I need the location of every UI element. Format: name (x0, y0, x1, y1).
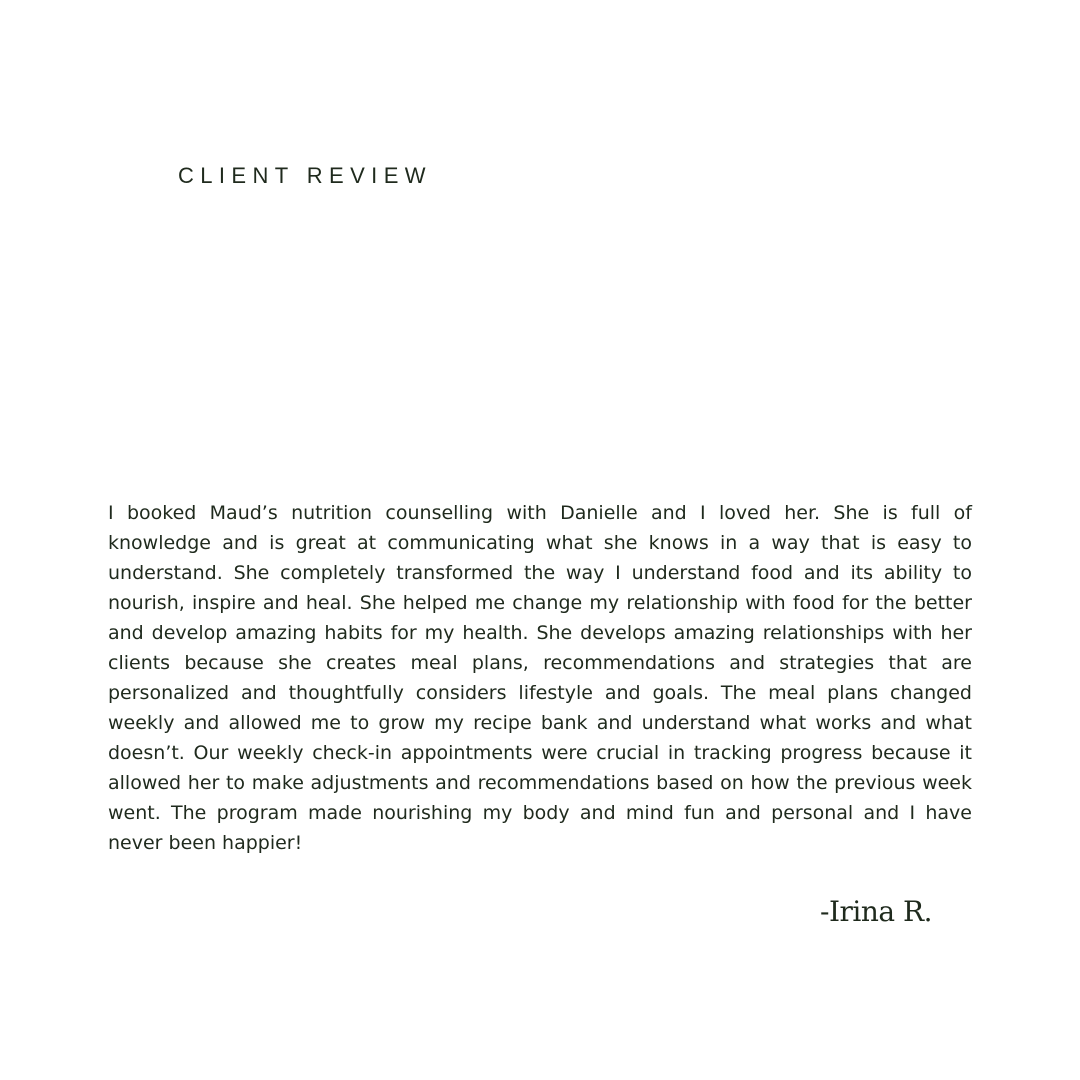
review-text: I booked Maud’s nutrition counselling with Danielle and I loved her. She is full of knowledge and is great at communicating what she knows in a way that is easy to understand. She completely transformed the way I understand food and its ability to nourish, inspire and heal. She helped me change my relationship with food for the better and develop amazing habits for my health. She develops amazing relationships with her clients because she creates meal plans, recommendations and strategies that are personalized and thoughtfully considers lifestyle and goals. The meal plans changed weekly and allowed me to grow my recipe bank and understand what works and what doesn’t. Our weekly check-in appointments were crucial in tracking progress because it allowed her to make adjustments and recommendations based on how the previous week went. The program made nourishing my body and mind fun and personal and I have never been happier! (108, 502, 972, 854)
review-heading: CLIENT REVIEW (178, 163, 432, 188)
reviewer-signature: -Irina R. (820, 895, 932, 928)
